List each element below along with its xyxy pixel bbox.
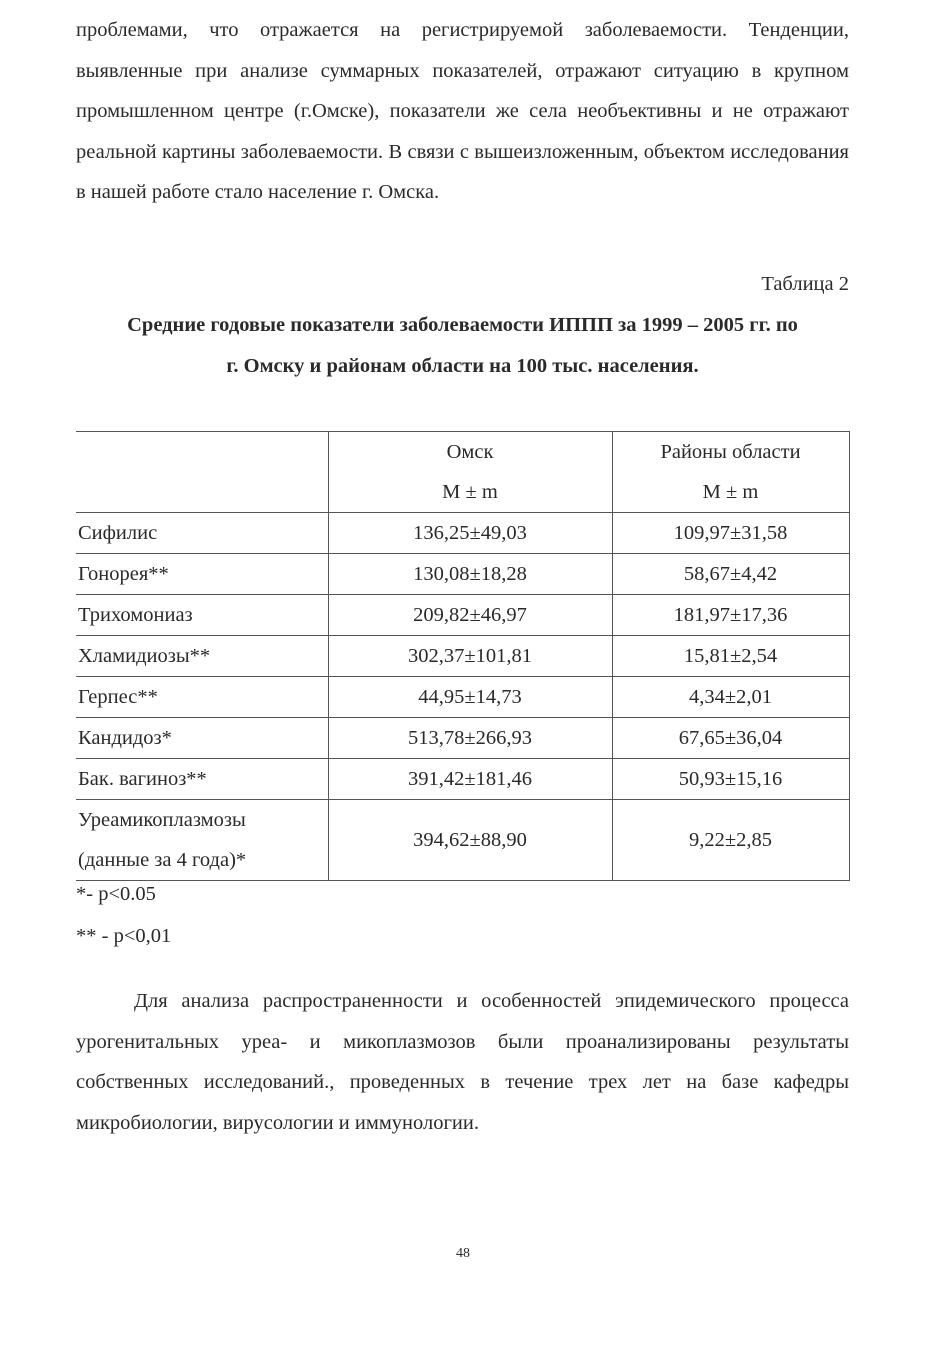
table-header-row <box>76 432 849 513</box>
row-disease-name: Кандидоз* <box>76 718 328 759</box>
column-header-omsk: Омск <box>446 441 494 463</box>
table-header-empty <box>76 432 328 513</box>
table-caption-line-2: г. Омску и районам области на 100 тыс. населения. <box>226 355 699 377</box>
row-disease-name: Герпес** <box>76 677 328 718</box>
row-disease-name <box>76 800 328 881</box>
column-subheader-omsk: M ± m <box>442 481 498 503</box>
column-subheader-districts: M ± m <box>702 481 759 503</box>
row-omsk-value: 130,08±18,28 <box>328 554 612 595</box>
row-districts-value: 4,34±2,01 <box>612 677 849 718</box>
table-row <box>76 718 849 759</box>
paragraph-method: Для анализа распространенности и особенностей эпидемического процесса урогенитальных уреа- и микоплазмозов были проанализированы результаты собственных исследований., проведенных в течение трех лет на базе кафедры микробиологии, вирусологии и иммунологии. <box>76 990 849 1134</box>
table-caption-line-1: Средние годовые показатели заболеваемости ИППП за 1999 – 2005 гг. по <box>127 314 798 336</box>
table-caption <box>76 305 849 387</box>
row-omsk-value: 209,82±46,97 <box>328 595 612 636</box>
row-disease-name: Бак. вагиноз** <box>76 759 328 800</box>
incidence-table <box>76 431 850 881</box>
row-disease-name: Сифилис <box>76 513 328 554</box>
table-header-omsk <box>328 432 612 513</box>
row-omsk-value: 394,62±88,90 <box>328 800 612 881</box>
table-row <box>76 759 849 800</box>
row-disease-name-line-1: Уреамикоплазмозы <box>78 809 246 831</box>
row-disease-name-line-2: (данные за 4 года)* <box>78 849 247 871</box>
row-districts-value: 15,81±2,54 <box>612 636 849 677</box>
table-row <box>76 800 849 881</box>
row-districts-value: 50,93±15,16 <box>612 759 849 800</box>
row-omsk-value: 513,78±266,93 <box>328 718 612 759</box>
table-label: Таблица 2 <box>761 273 849 295</box>
table-header-districts <box>612 432 849 513</box>
table-row <box>76 513 849 554</box>
note-significance-1: *- p<0.05 <box>76 883 156 905</box>
table-row <box>76 636 849 677</box>
row-districts-value: 9,22±2,85 <box>612 800 849 881</box>
row-districts-value: 67,65±36,04 <box>612 718 849 759</box>
row-disease-name: Хламидиозы** <box>76 636 328 677</box>
row-omsk-value: 136,25±49,03 <box>328 513 612 554</box>
table-row <box>76 677 849 718</box>
table-notes <box>76 873 171 957</box>
paragraph-intro: проблемами, что отражается на регистрируемой заболеваемости. Тенденции, выявленные при анализе суммарных показателей, отражают ситуацию в крупном промышленном центре (г.Омске), показатели же села необъективны и не отражают реальной картины заболеваемости. В связи с вышеизложенным, объектом исследования в нашей работе стало население г. Омска. <box>76 19 849 204</box>
row-disease-name: Трихомониаз <box>76 595 328 636</box>
row-districts-value: 109,97±31,58 <box>612 513 849 554</box>
table-row <box>76 554 849 595</box>
row-disease-name: Гонорея** <box>76 554 328 595</box>
row-districts-value: 181,97±17,36 <box>612 595 849 636</box>
note-significance-2: ** - p<0,01 <box>76 925 172 947</box>
row-districts-value: 58,67±4,42 <box>612 554 849 595</box>
column-header-districts: Районы области <box>660 441 801 463</box>
row-omsk-value: 44,95±14,73 <box>328 677 612 718</box>
row-omsk-value: 302,37±101,81 <box>328 636 612 677</box>
page-number: 48 <box>456 1246 470 1261</box>
table-row <box>76 595 849 636</box>
row-omsk-value: 391,42±181,46 <box>328 759 612 800</box>
